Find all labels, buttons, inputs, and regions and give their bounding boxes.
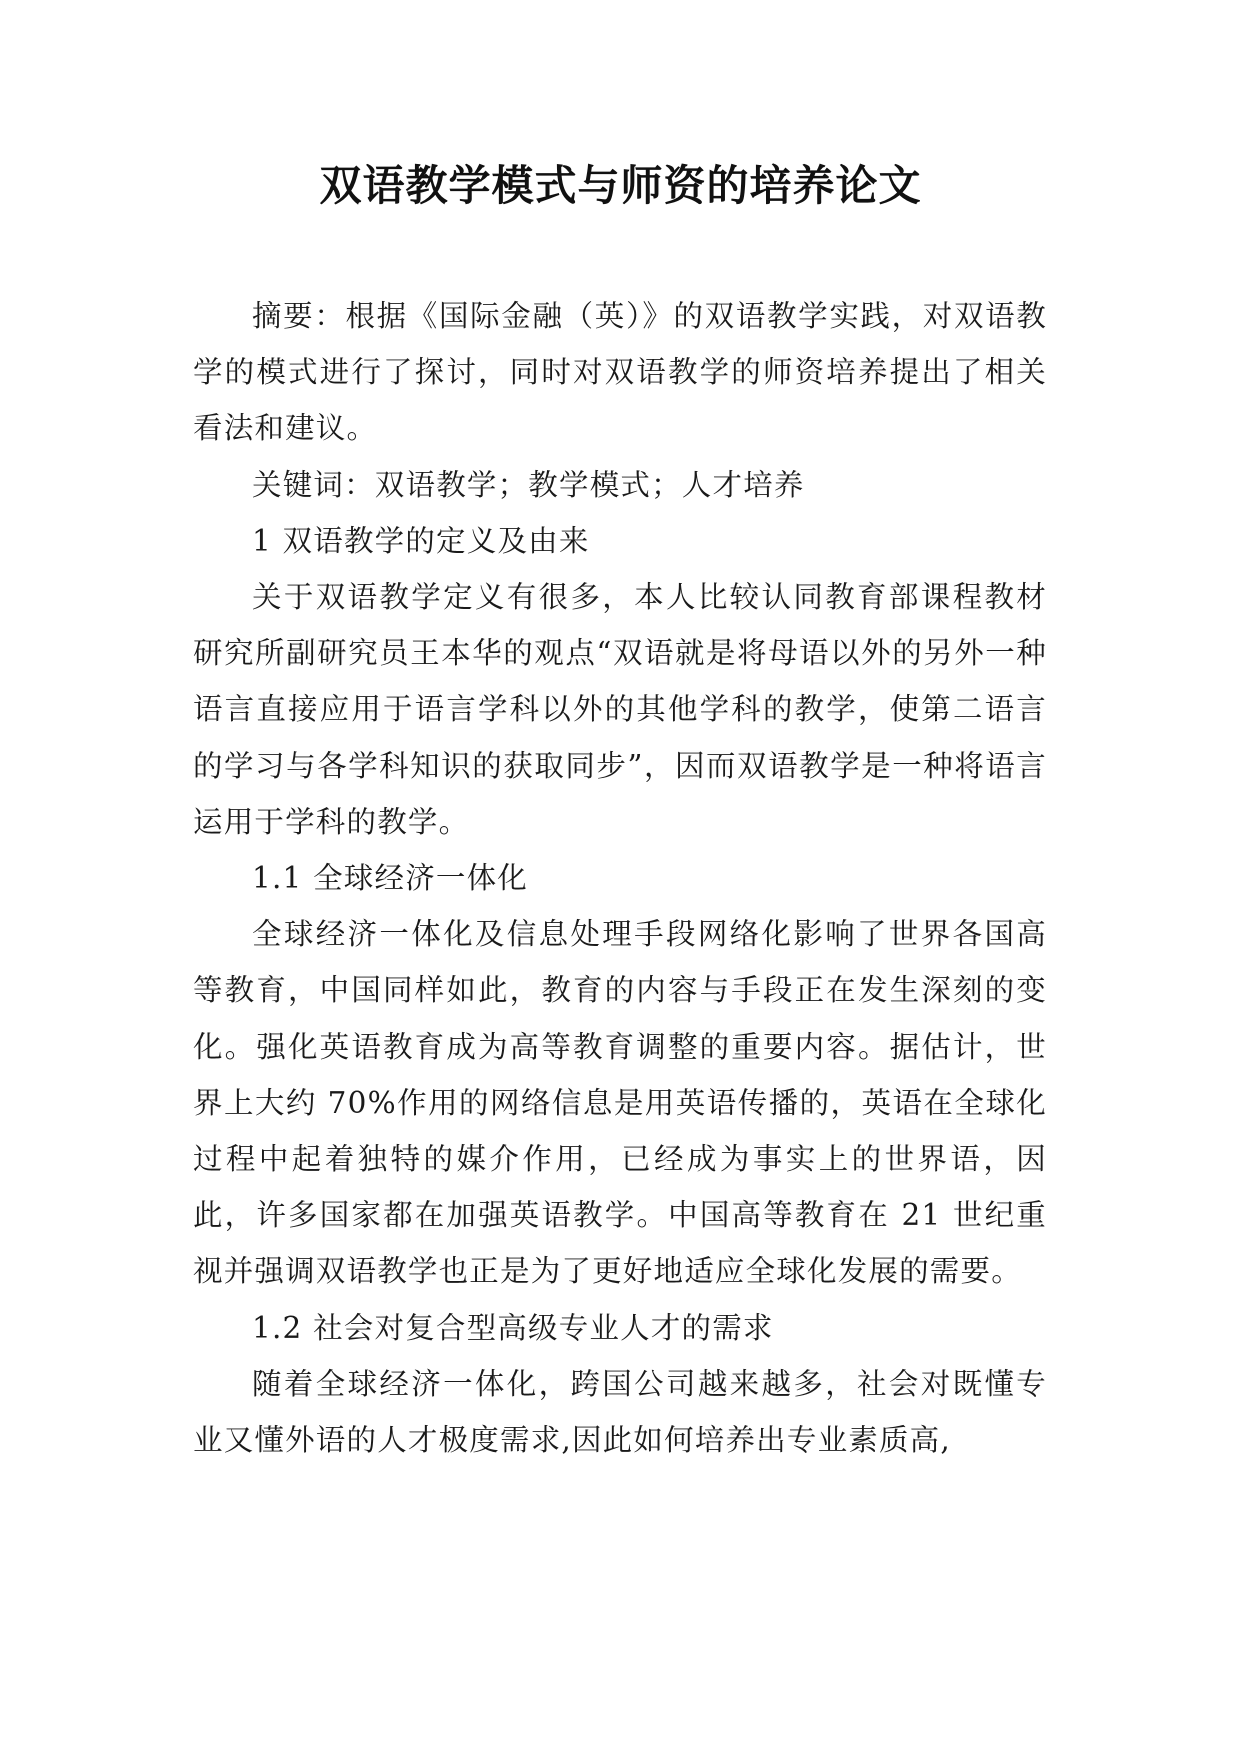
- document-title: 双语教学模式与师资的培养论文: [319, 161, 922, 210]
- body-paragraph: 随着全球经济一体化，跨国公司越来越多，社会对既懂专业又懂外语的人才极度需求,因此如何培养出专业素质高,: [193, 1366, 1047, 1458]
- abstract-paragraph: 摘要：根据《国际金融（英）》的双语教学实践，对双语教学的模式进行了探讨，同时对双语教学的师资培养提出了相关看法和建议。: [193, 299, 1047, 446]
- body-paragraph: 全球经济一体化及信息处理手段网络化影响了世界各国高等教育，中国同样如此，教育的内容与手段正在发生深刻的变化。强化英语教育成为高等教育调整的重要内容。据估计，世界上大约 70%作用的网络信息是用英语传播的，英语在全球化过程中起着独特的媒介作用，已经成为事实上的世界语，因此，许多国家都在加强英语教学。中国高等教育在 21 世纪重视并强调双语教学也正是为了更好地适应全球化发展的需要。: [193, 917, 1047, 1289]
- section-heading-1-1: 1.1 全球经济一体化: [252, 861, 528, 896]
- section-heading-1-2: 1.2 社会对复合型高级专业人才的需求: [252, 1310, 774, 1345]
- section-heading-1: 1 双语教学的定义及由来: [252, 523, 590, 558]
- body-paragraph: 关于双语教学定义有很多，本人比较认同教育部课程教材研究所副研究员王本华的观点“双语就是将母语以外的另外一种语言直接应用于语言学科以外的其他学科的教学，使第二语言的学习与各学科知识的获取同步”，因而双语教学是一种将语言运用于学科的教学。: [193, 580, 1047, 839]
- keywords-paragraph: 关键词：双语教学；教学模式；人才培养: [252, 467, 805, 502]
- document-body: [193, 288, 1047, 1468]
